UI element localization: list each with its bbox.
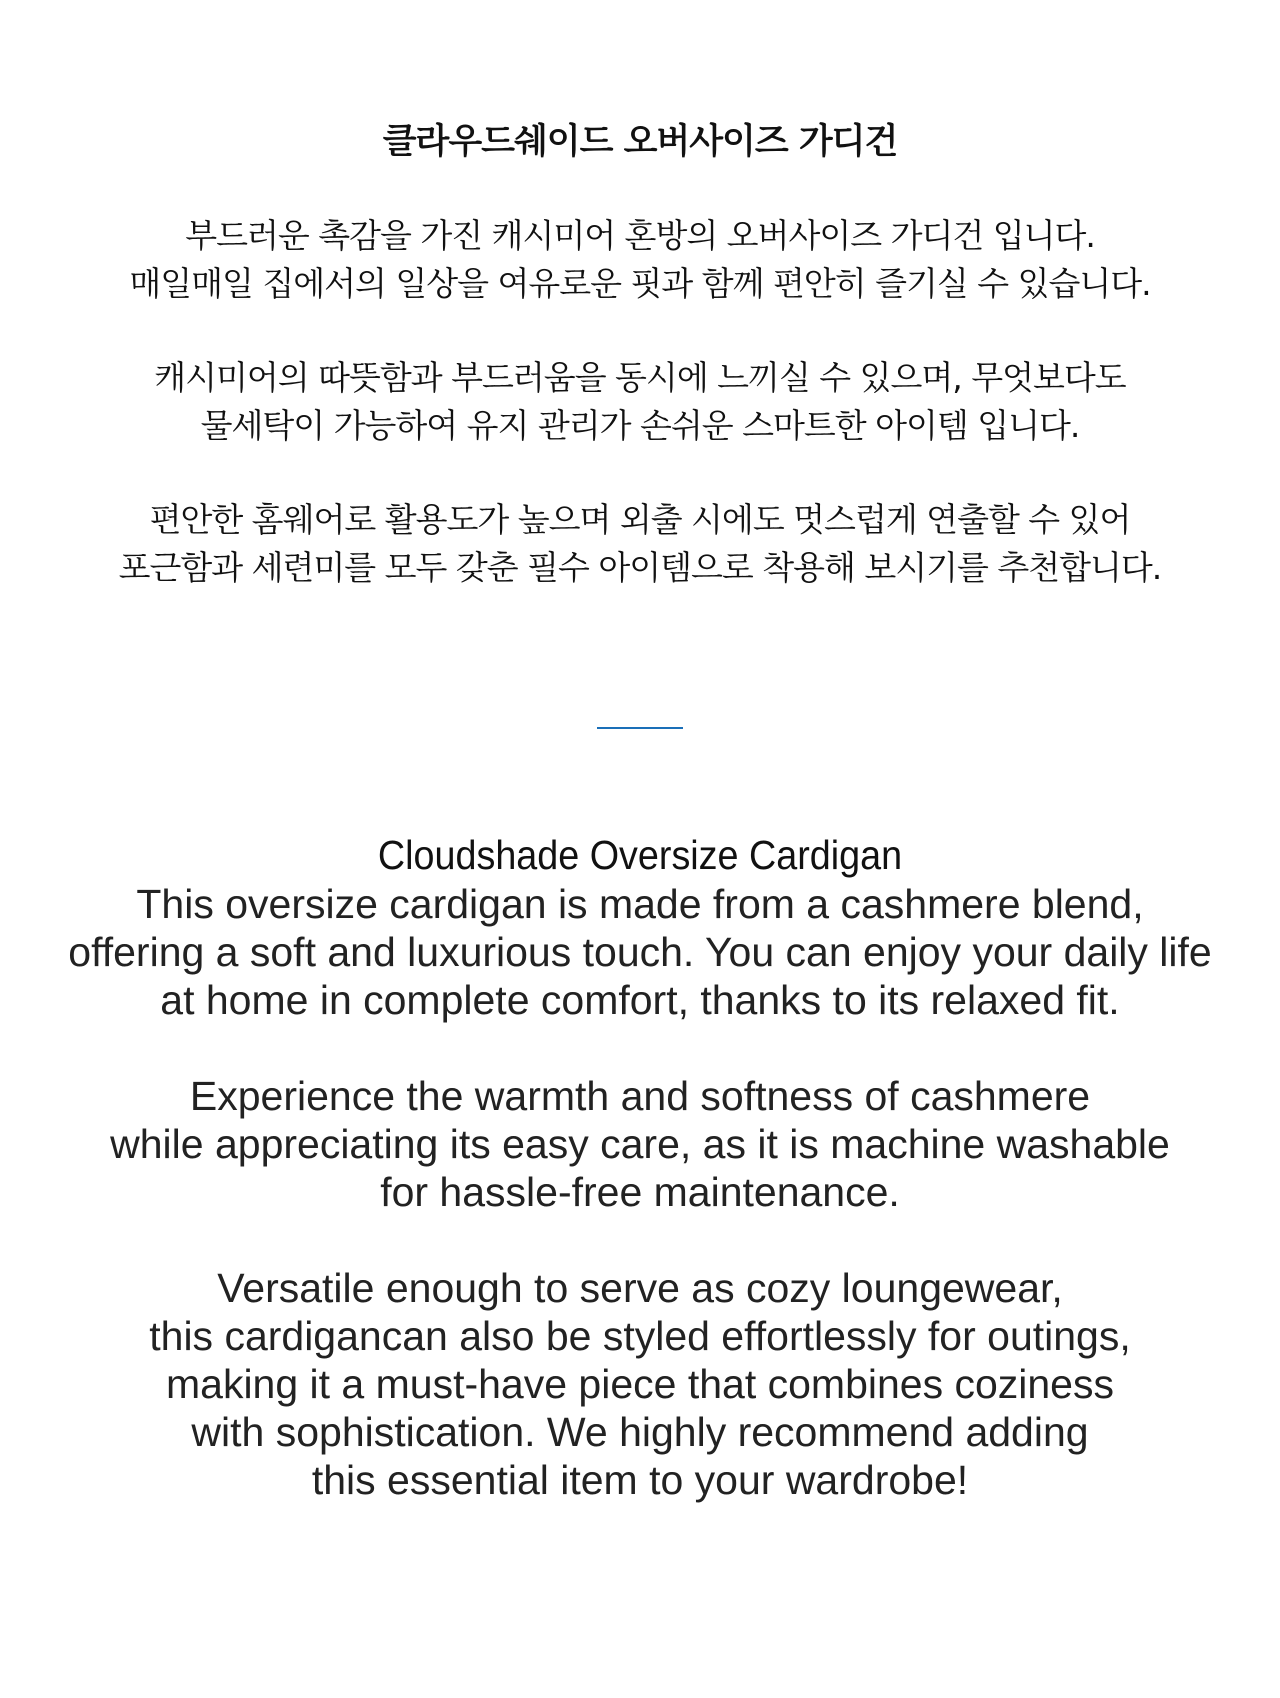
english-line: with sophistication. We highly recommend adding bbox=[191, 1409, 1089, 1455]
korean-description bbox=[0, 118, 1280, 592]
korean-line: 매일매일 집에서의 일상을 여유로운 핏과 함께 편안히 즐기실 수 있습니다. bbox=[129, 264, 1151, 303]
korean-product-title: 클라우드쉐이드 오버사이즈 가디건 bbox=[382, 122, 898, 162]
english-line: This oversize cardigan is made from a cashmere blend, bbox=[136, 881, 1144, 927]
english-line: while appreciating its easy care, as it is machine washable bbox=[110, 1121, 1170, 1167]
english-line: this essential item to your wardrobe! bbox=[311, 1457, 969, 1503]
korean-line: 부드러운 촉감을 가진 캐시미어 혼방의 오버사이즈 가디건 입니다. bbox=[185, 216, 1095, 255]
english-paragraph-2 bbox=[0, 1072, 1280, 1216]
korean-line: 편안한 홈웨어로 활용도가 높으며 외출 시에도 멋스럽게 연출할 수 있어 bbox=[149, 500, 1131, 539]
english-line: this cardigancan also be styled effortlessly for outings, bbox=[149, 1313, 1131, 1359]
english-line: at home in complete comfort, thanks to its relaxed fit. bbox=[160, 977, 1120, 1023]
english-paragraph-3 bbox=[0, 1264, 1280, 1504]
english-line: making it a must-have piece that combines coziness bbox=[165, 1361, 1114, 1407]
english-line: offering a soft and luxurious touch. You can enjoy your daily life bbox=[68, 929, 1212, 975]
korean-paragraph-3 bbox=[0, 496, 1280, 592]
section-divider bbox=[597, 727, 683, 729]
english-description bbox=[0, 830, 1280, 1504]
korean-line: 물세탁이 가능하여 유지 관리가 손쉬운 스마트한 아이템 입니다. bbox=[200, 406, 1080, 445]
english-paragraph-1 bbox=[0, 880, 1280, 1024]
korean-paragraph-2 bbox=[0, 354, 1280, 450]
english-line: Experience the warmth and softness of cashmere bbox=[189, 1073, 1091, 1119]
korean-line: 포근함과 세련미를 모두 갖춘 필수 아이템으로 착용해 보시기를 추천합니다. bbox=[118, 548, 1162, 587]
korean-paragraph-1 bbox=[0, 212, 1280, 308]
korean-line: 캐시미어의 따뜻함과 부드러움을 동시에 느끼실 수 있으며, 무엇보다도 bbox=[154, 358, 1126, 397]
english-line: Versatile enough to serve as cozy loungewear, bbox=[217, 1265, 1063, 1311]
english-line: for hassle-free maintenance. bbox=[380, 1169, 900, 1215]
english-product-title: Cloudshade Oversize Cardigan bbox=[377, 832, 903, 878]
